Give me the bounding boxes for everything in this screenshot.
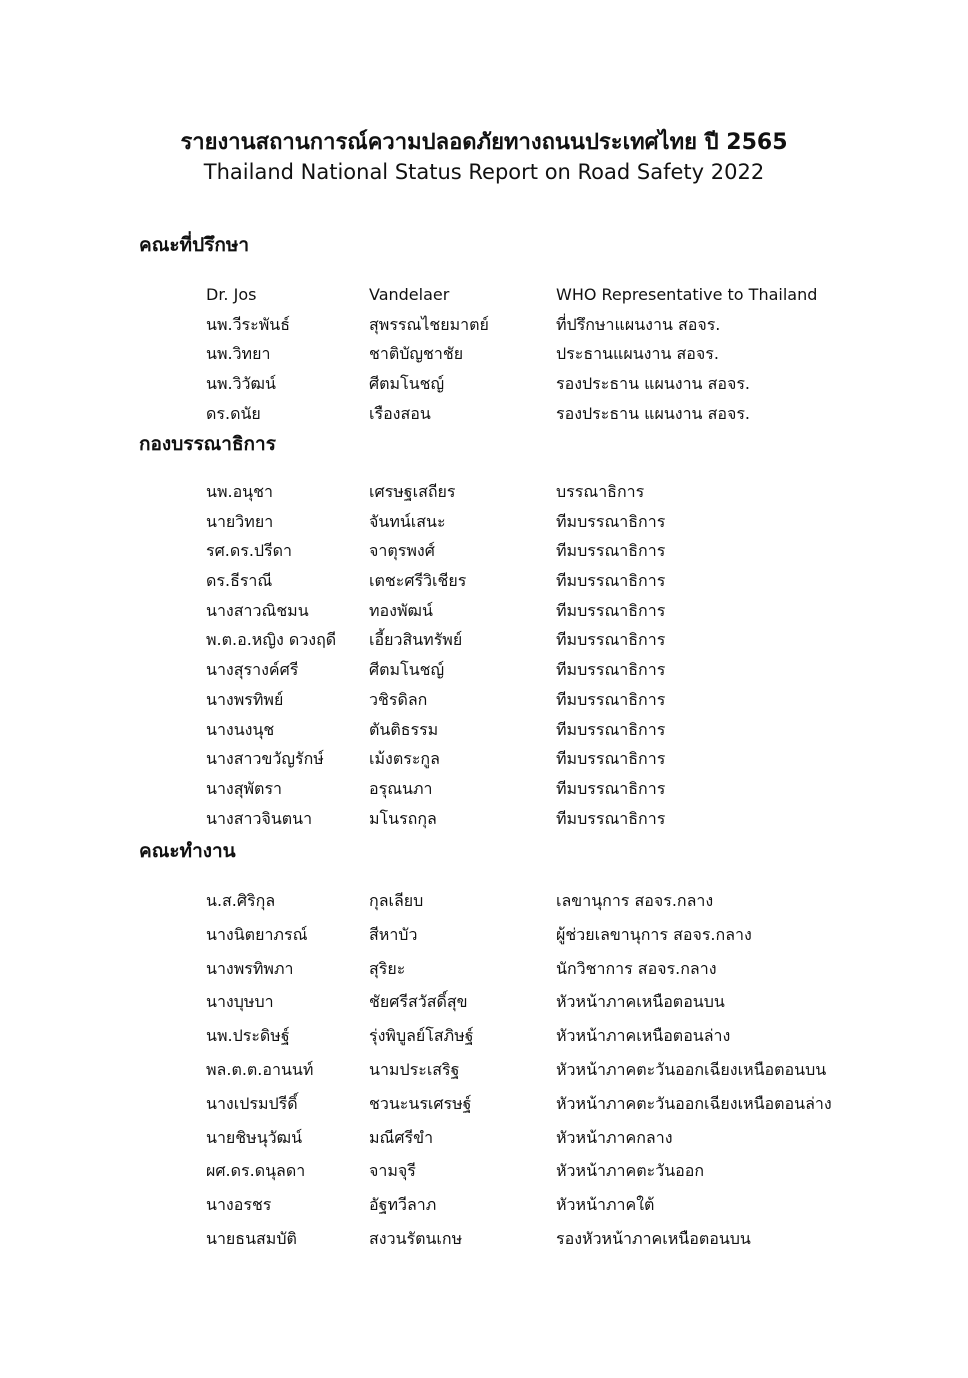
member-position: หัวหน้าภาคเหนือตอนบน <box>556 992 725 1012</box>
member-list <box>139 884 939 1256</box>
member-first-name: นพ.วิทยา <box>206 344 271 364</box>
member-position: ประธานแผนงาน สอจร. <box>556 344 719 364</box>
member-last-name: ศีตมโนชญ์ <box>369 660 445 680</box>
member-row <box>139 369 939 399</box>
member-last-name: นามประเสริฐ <box>369 1059 460 1079</box>
member-row <box>139 507 939 537</box>
member-position: ทีมบรรณาธิการ <box>556 630 666 650</box>
member-first-name: นายธนสมบัติ <box>206 1228 297 1248</box>
member-row <box>139 884 939 918</box>
member-first-name: นางสุรางค์ศรี <box>206 660 299 680</box>
member-row <box>139 310 939 340</box>
member-row <box>139 715 939 745</box>
member-first-name: นพ.ประดิษฐ์ <box>206 1026 290 1046</box>
section-heading: กองบรรณาธิการ <box>139 433 276 455</box>
member-position: ทีมบรรณาธิการ <box>556 541 666 561</box>
member-first-name: ดร.ดนัย <box>206 403 261 423</box>
member-row <box>139 1154 939 1188</box>
document-title-thai: รายงานสถานการณ์ความปลอดภัยทางถนนประเทศไทย ปี 2565 <box>180 130 788 155</box>
member-row <box>139 804 939 834</box>
section-heading: คณะที่ปรึกษา <box>139 234 250 256</box>
member-first-name: น.ส.ศิริกุล <box>206 891 276 910</box>
advisory-committee-section <box>139 230 939 428</box>
member-position: หัวหน้าภาคตะวันออกเฉียงเหนือตอนล่าง <box>556 1093 832 1113</box>
member-row <box>139 1222 939 1256</box>
member-first-name: นางพรทิพย์ <box>206 689 284 709</box>
member-row <box>139 1087 939 1121</box>
member-last-name: วชิรดิลก <box>369 689 428 709</box>
section-heading: คณะทำงาน <box>139 840 236 862</box>
member-first-name: นายชิษนุวัฒน์ <box>206 1127 303 1147</box>
member-position: ทีมบรรณาธิการ <box>556 719 666 739</box>
member-first-name: นางพรทิพภา <box>206 958 294 978</box>
member-last-name: สงวนรัตนเกษ <box>369 1228 463 1248</box>
member-row <box>139 918 939 952</box>
member-position: ที่ปรึกษาแผนงาน สอจร. <box>556 314 721 334</box>
member-position: ทีมบรรณาธิการ <box>556 749 666 769</box>
member-last-name: สุริยะ <box>369 958 406 978</box>
member-row <box>139 985 939 1019</box>
member-first-name: พล.ต.ต.อานนท์ <box>206 1059 314 1079</box>
member-first-name: นพ.อนุชา <box>206 482 273 501</box>
editorial-board-section <box>139 429 939 833</box>
member-row <box>139 744 939 774</box>
member-last-name: ชัยศรีสวัสดิ์สุข <box>369 992 468 1012</box>
member-last-name: สุพรรณไชยมาตย์ <box>369 314 489 334</box>
member-position: ทีมบรรณาธิการ <box>556 511 666 531</box>
member-row <box>139 280 939 310</box>
member-first-name: Dr. Jos <box>206 285 257 304</box>
member-last-name: เม้งตระกูล <box>369 749 440 769</box>
member-position: หัวหน้าภาคกลาง <box>556 1127 673 1147</box>
member-first-name: พ.ต.อ.หญิง ดวงฤดี <box>206 630 337 650</box>
member-first-name: นางนงนุช <box>206 719 275 739</box>
member-row <box>139 774 939 804</box>
member-first-name: นางสาวขวัญรักษ์ <box>206 749 324 769</box>
member-first-name: นางสาวณิชมน <box>206 600 309 620</box>
member-row <box>139 399 939 429</box>
member-position: ผู้ช่วยเลขานุการ สอจร.กลาง <box>556 924 752 944</box>
member-position: ทีมบรรณาธิการ <box>556 778 666 798</box>
member-last-name: Vandelaer <box>369 285 450 304</box>
member-first-name: นางสุพัตรา <box>206 778 283 798</box>
member-last-name: จาตุรพงศ์ <box>369 541 435 561</box>
member-position: รองหัวหน้าภาคเหนือตอนบน <box>556 1228 751 1248</box>
member-position: WHO Representative to Thailand <box>556 285 818 304</box>
member-first-name: นางบุษบา <box>206 992 274 1012</box>
member-first-name: นพ.วีระพันธ์ <box>206 314 290 334</box>
member-position: ทีมบรรณาธิการ <box>556 660 666 680</box>
member-last-name: เอี้ยวสินทรัพย์ <box>369 630 463 650</box>
member-row <box>139 566 939 596</box>
member-last-name: อัฐทวีลาภ <box>369 1195 437 1215</box>
member-row <box>139 1053 939 1087</box>
member-first-name: นางนิตยาภรณ์ <box>206 924 308 944</box>
member-row <box>139 596 939 626</box>
member-last-name: รุ่งพิบูลย์โสภิษฐ์ <box>369 1026 474 1046</box>
member-last-name: อรุณนภา <box>369 778 433 798</box>
member-row <box>139 655 939 685</box>
member-position: นักวิชาการ สอจร.กลาง <box>556 958 717 978</box>
member-list <box>139 477 939 833</box>
member-last-name: เศรษฐเสถียร <box>369 482 456 501</box>
member-last-name: ตันติธรรม <box>369 719 439 739</box>
member-row <box>139 1121 939 1155</box>
member-first-name: นางเปรมปรีดิ์ <box>206 1093 298 1113</box>
member-last-name: มณีศรีขำ <box>369 1127 434 1147</box>
member-first-name: ผศ.ดร.ดนุลดา <box>206 1161 306 1181</box>
member-position: หัวหน้าภาคใต้ <box>556 1195 655 1215</box>
member-position: ทีมบรรณาธิการ <box>556 689 666 709</box>
member-last-name: ทองพัฒน์ <box>369 600 433 620</box>
member-last-name: จามจุรี <box>369 1161 416 1181</box>
member-last-name: มโนรถกุล <box>369 808 437 828</box>
member-row <box>139 625 939 655</box>
member-position: รองประธาน แผนงาน สอจร. <box>556 374 751 394</box>
member-row <box>139 685 939 715</box>
member-first-name: นางสาวจินตนา <box>206 808 313 828</box>
member-row <box>139 952 939 986</box>
member-last-name: กุลเลียบ <box>369 891 424 910</box>
member-last-name: สีหาบัว <box>369 924 418 944</box>
member-position: เลขานุการ สอจร.กลาง <box>556 891 714 910</box>
member-position: บรรณาธิการ <box>556 482 645 501</box>
member-last-name: ศีตมโนชญ์ <box>369 374 445 394</box>
member-row <box>139 477 939 507</box>
member-first-name: รศ.ดร.ปรีดา <box>206 541 293 561</box>
member-position: หัวหน้าภาคตะวันออก <box>556 1161 705 1181</box>
document-title-english: Thailand National Status Report on Road Safety 2022 <box>203 160 765 184</box>
member-first-name: นพ.วิวัฒน์ <box>206 374 276 394</box>
member-row <box>139 536 939 566</box>
working-group-section <box>139 836 939 1256</box>
member-list <box>139 280 939 428</box>
member-position: ทีมบรรณาธิการ <box>556 600 666 620</box>
member-last-name: เตชะศรีวิเชียร <box>369 571 467 591</box>
member-first-name: นายวิทยา <box>206 511 274 531</box>
member-last-name: ชวนะนรเศรษฐ์ <box>369 1093 472 1113</box>
member-row <box>139 339 939 369</box>
member-first-name: ดร.ธีราณี <box>206 571 273 591</box>
member-position: ทีมบรรณาธิการ <box>556 808 666 828</box>
member-row <box>139 1188 939 1222</box>
member-position: หัวหน้าภาคเหนือตอนล่าง <box>556 1026 731 1046</box>
member-last-name: ชาติบัญชาชัย <box>369 344 464 364</box>
member-first-name: นางอรชร <box>206 1195 272 1215</box>
member-last-name: จันทน์เสนะ <box>369 511 446 531</box>
member-last-name: เรืองสอน <box>369 403 431 423</box>
member-position: ทีมบรรณาธิการ <box>556 571 666 591</box>
member-position: รองประธาน แผนงาน สอจร. <box>556 403 751 423</box>
member-position: หัวหน้าภาคตะวันออกเฉียงเหนือตอนบน <box>556 1059 827 1079</box>
member-row <box>139 1019 939 1053</box>
